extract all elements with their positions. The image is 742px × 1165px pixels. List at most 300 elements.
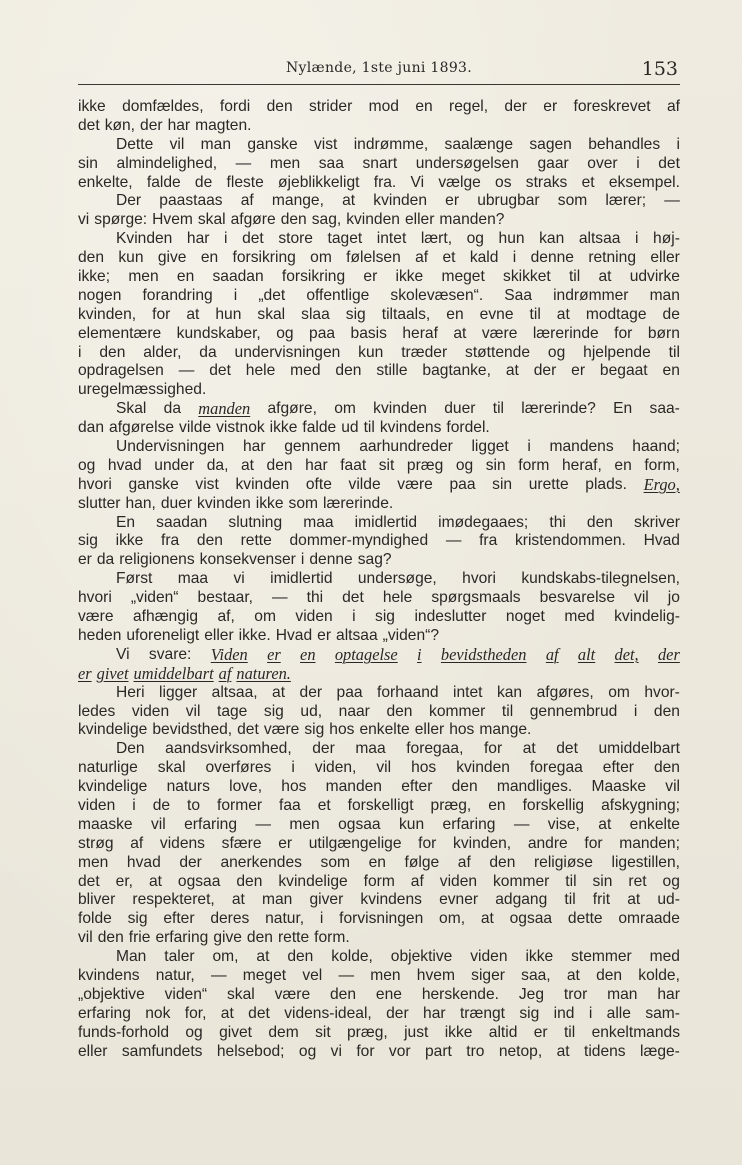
word: imidlertid: [354, 513, 418, 531]
word: skal: [197, 211, 226, 229]
word: den: [386, 702, 413, 720]
word: i: [319, 910, 324, 928]
word: frit: [592, 891, 611, 909]
word: form: [363, 872, 395, 890]
word: men: [289, 815, 320, 833]
word: i: [512, 249, 517, 267]
word: evner: [439, 891, 479, 909]
word: „objektive: [78, 985, 145, 1003]
text-line: [78, 344, 680, 363]
word: intet: [376, 230, 407, 248]
word: heraf: [402, 324, 438, 342]
word: natur,: [265, 910, 305, 928]
word: just: [404, 1023, 429, 1041]
word: sin: [485, 456, 506, 474]
word: men: [370, 966, 401, 984]
word: enkelte,: [78, 173, 133, 191]
word: kvinden: [235, 475, 290, 493]
word: fra: [479, 532, 498, 550]
word: har: [305, 456, 328, 474]
word: en: [176, 268, 195, 286]
word: at: [231, 891, 245, 909]
word: om,: [212, 948, 239, 966]
word: at: [148, 872, 162, 890]
word: for: [483, 740, 503, 758]
emphasized-word: umiddelbart: [133, 663, 214, 683]
word: vist: [195, 475, 219, 493]
word: forskellig: [522, 796, 585, 814]
word: sig: [263, 702, 284, 720]
word: enkelte: [629, 815, 680, 833]
word: sin: [492, 475, 513, 493]
word: altid: [488, 1023, 518, 1041]
word: er,: [115, 872, 133, 890]
word: hvad: [107, 456, 142, 474]
word: kundskaber,: [176, 324, 261, 342]
word: maaske: [78, 815, 133, 833]
word: enkeltmands: [591, 1023, 680, 1041]
word: det: [237, 721, 259, 739]
word: har: [186, 230, 210, 248]
word: naar: [338, 702, 370, 720]
word: en: [614, 456, 632, 474]
word: faa: [279, 796, 301, 814]
word: En: [613, 400, 633, 418]
word: vil: [376, 759, 392, 777]
word: af: [130, 834, 144, 852]
word: skikket: [503, 268, 551, 286]
word: ledes: [78, 702, 116, 720]
word: børn: [647, 324, 680, 342]
word: til: [363, 419, 375, 437]
word: alle: [606, 1004, 631, 1022]
word: den: [287, 948, 314, 966]
word: altsaa: [578, 230, 621, 248]
text-line: [78, 381, 680, 400]
word: vil: [169, 135, 185, 153]
word: der: [533, 362, 557, 380]
word: da: [163, 400, 181, 418]
word: et: [442, 249, 456, 267]
word: i: [676, 135, 680, 153]
word: spørgsmaals: [431, 589, 521, 607]
word: viden: [439, 872, 478, 890]
word: herskende.: [421, 985, 499, 1003]
word: besvarelse: [539, 589, 616, 607]
word: aarhundreder: [359, 438, 453, 456]
word: lærerinde?: [521, 400, 596, 418]
word: den: [335, 362, 362, 380]
word: Den: [116, 740, 145, 758]
word: være: [274, 985, 311, 1003]
word: viden: [470, 948, 508, 966]
word: respekteret,: [132, 891, 215, 909]
word: kvindelige: [78, 778, 148, 796]
word: vil: [78, 929, 93, 947]
word: give: [157, 249, 187, 267]
word: maa: [303, 513, 334, 531]
body-text: [78, 98, 680, 1061]
word: naturlige: [78, 759, 138, 777]
text-line: [78, 967, 680, 986]
word: den: [97, 929, 124, 947]
word: ogsaa: [509, 910, 553, 928]
word: part: [424, 1042, 452, 1060]
word: et: [581, 173, 595, 191]
word: indrømmer: [553, 286, 629, 304]
word: under: [154, 456, 195, 474]
word: hvori: [78, 589, 112, 607]
word: sig: [345, 305, 366, 323]
word: i: [233, 286, 238, 304]
word: der: [299, 683, 323, 701]
word: efter: [602, 759, 634, 777]
word: kan: [496, 683, 523, 701]
word: straks: [525, 173, 568, 191]
word: af: [666, 98, 680, 115]
word: hvori: [78, 475, 112, 493]
word: Skal: [116, 400, 147, 418]
word: konsekvenser: [199, 551, 296, 569]
word: af: [457, 853, 471, 871]
word: ikke: [115, 532, 144, 550]
word: foregaa,: [406, 740, 464, 758]
word: form,: [644, 456, 680, 474]
word: der: [504, 98, 527, 115]
word: manden: [325, 778, 382, 796]
word: i: [588, 1004, 593, 1022]
text-line: [78, 419, 680, 438]
word: rette: [277, 929, 310, 947]
word: den: [330, 985, 357, 1003]
word: gaar: [537, 154, 569, 172]
text-line: [78, 910, 680, 929]
word: om,: [439, 910, 466, 928]
word: man: [607, 985, 638, 1003]
word: hos: [329, 721, 355, 739]
emphasized-word: det,: [614, 644, 639, 664]
word: hos: [449, 721, 475, 739]
word: den: [236, 872, 263, 890]
word: om: [310, 249, 332, 267]
word: ikke: [269, 419, 298, 437]
word: man: [649, 286, 680, 304]
word: saadan: [156, 513, 208, 531]
word: skolevæsen“.: [390, 286, 484, 304]
text-line: [78, 1043, 680, 1062]
word: vi: [233, 570, 245, 588]
text-line: [78, 929, 680, 948]
word: mange,: [271, 192, 324, 210]
word: imidlertid: [270, 570, 333, 588]
word: at: [556, 305, 570, 323]
word: hele: [382, 589, 413, 607]
word: erfaring: [184, 815, 237, 833]
word: da: [96, 551, 115, 569]
word: det: [556, 740, 578, 758]
word: at: [505, 362, 519, 380]
word: modtage: [585, 305, 647, 323]
word: opdragelsen: [78, 362, 164, 380]
word: kan: [539, 230, 565, 248]
word: en: [488, 796, 506, 814]
word: duer: [444, 400, 476, 418]
emphasized-word: Viden: [210, 644, 248, 664]
word: der: [179, 853, 202, 871]
word: skal: [157, 759, 186, 777]
word: givet: [219, 1023, 253, 1041]
word: vise,: [547, 815, 580, 833]
word: siger: [471, 966, 505, 984]
word: en: [415, 98, 433, 115]
word: videns: [159, 834, 205, 852]
word: slaa: [301, 305, 330, 323]
word: magten.: [195, 116, 252, 134]
word: form: [518, 456, 550, 474]
word: den: [596, 966, 623, 984]
word: det: [342, 589, 364, 607]
word: kommer: [429, 702, 486, 720]
word: undersøge,: [357, 570, 437, 588]
word: med: [290, 362, 321, 380]
word: „det: [258, 286, 286, 304]
word: kvinden: [373, 400, 427, 418]
word: sig: [519, 1004, 540, 1022]
word: af: [240, 192, 254, 210]
word: tage: [216, 702, 248, 720]
word: eller: [204, 626, 234, 644]
word: at: [186, 305, 200, 323]
word: samfundets: [121, 1042, 203, 1060]
word: lærerinde.: [323, 494, 394, 512]
word: læge-: [640, 1042, 680, 1060]
word: vor: [388, 1042, 411, 1060]
word: gennem: [284, 438, 341, 456]
word: for: [418, 834, 437, 852]
word: eksempel.: [608, 173, 680, 191]
emphasized-word: er: [267, 644, 281, 664]
emphasized-word: Ergo,: [643, 474, 680, 494]
word: ogsaa: [338, 815, 381, 833]
word: ikke: [255, 494, 284, 512]
word: saa,: [521, 966, 551, 984]
word: mandliges.: [496, 778, 573, 796]
word: hos: [281, 778, 307, 796]
word: forhaand: [377, 683, 439, 701]
word: evne: [479, 305, 514, 323]
word: følelsen: [346, 249, 401, 267]
word: naturs: [166, 778, 210, 796]
word: stemmer: [571, 948, 632, 966]
word: taler: [164, 948, 195, 966]
word: kundskabs-tilegnelsen,: [521, 570, 680, 588]
word: objektive: [390, 948, 453, 966]
emphasized-word: en: [300, 644, 316, 664]
word: har: [167, 116, 191, 134]
word: sig: [78, 532, 98, 550]
word: uforeneligt: [126, 626, 200, 644]
word: rette: [240, 532, 272, 550]
word: en: [368, 853, 386, 871]
word: om: [608, 683, 630, 701]
word: at: [256, 948, 270, 966]
word: afskygning;: [601, 796, 680, 814]
word: afhængig: [132, 608, 199, 626]
text-line: [78, 778, 680, 797]
word: regel,: [449, 98, 489, 115]
word: og: [78, 456, 96, 474]
word: eller: [650, 249, 680, 267]
text-line: [78, 608, 680, 627]
word: da: [199, 343, 217, 361]
word: form.: [314, 929, 350, 947]
text-line: [78, 211, 680, 230]
word: sag,: [311, 211, 342, 229]
word: indeslutter: [414, 608, 487, 626]
word: som: [557, 192, 588, 210]
word: er: [533, 1023, 548, 1041]
word: fordel.: [446, 419, 490, 437]
word: følge: [404, 853, 440, 871]
word: er: [317, 626, 332, 644]
word: hvor-: [644, 683, 680, 701]
word: kvinden,: [453, 834, 512, 852]
word: jo: [667, 589, 680, 607]
word: efter: [401, 778, 433, 796]
word: kvindens: [360, 891, 422, 909]
word: „viden“?: [382, 626, 439, 644]
word: Saa: [504, 286, 532, 304]
word: tidens: [583, 1042, 626, 1060]
word: stille: [376, 362, 408, 380]
word: være: [263, 721, 300, 739]
text-line: [78, 986, 680, 1005]
word: omraade: [618, 910, 680, 928]
word: store: [278, 230, 313, 248]
word: domfældes,: [122, 98, 204, 115]
word: det: [209, 362, 231, 380]
text-line: [78, 797, 680, 816]
word: den: [266, 98, 293, 115]
word: til: [501, 702, 514, 720]
word: thi: [306, 589, 324, 607]
text-line: [78, 740, 680, 759]
word: træder: [401, 343, 448, 361]
word: denne: [530, 249, 574, 267]
word: basis: [350, 324, 387, 342]
word: give: [213, 929, 242, 947]
text-line: [78, 362, 680, 381]
word: hvem: [416, 966, 455, 984]
word: Hvem: [152, 211, 193, 229]
text-line: [78, 854, 680, 873]
word: sig: [304, 721, 325, 739]
word: enkelte: [359, 721, 410, 739]
word: forvisningen: [339, 910, 424, 928]
word: —: [255, 815, 271, 833]
word: Der: [116, 192, 142, 210]
word: manden;: [619, 834, 680, 852]
word: præg: [406, 456, 444, 474]
word: som: [288, 494, 318, 512]
word: mod: [368, 98, 399, 115]
page-number: 153: [641, 58, 678, 80]
word: Hvad: [275, 626, 313, 644]
word: hos: [411, 759, 437, 777]
word: der: [312, 740, 335, 758]
page-header: [78, 58, 680, 84]
word: som: [320, 853, 350, 871]
word: taget: [327, 230, 363, 248]
word: Hvad: [643, 532, 680, 550]
word: spørge:: [94, 211, 148, 229]
word: skriver: [634, 513, 680, 531]
word: øjeblikkeligt: [278, 173, 360, 191]
word: man: [200, 135, 232, 153]
word: ud-: [657, 891, 680, 909]
word: med: [649, 948, 680, 966]
word: vi: [330, 1042, 342, 1060]
word: foreskrevet: [573, 98, 651, 115]
word: sam-: [645, 1004, 680, 1022]
word: altsaa,: [211, 683, 258, 701]
word: men: [128, 268, 159, 286]
word: frie: [128, 929, 151, 947]
word: imødegaaes;: [438, 513, 529, 531]
word: saalænge: [444, 135, 514, 153]
word: til: [564, 891, 576, 909]
word: snart: [362, 154, 398, 172]
word: det: [248, 1004, 270, 1022]
word: „viden“: [130, 589, 179, 607]
word: om: [334, 400, 356, 418]
word: kvinden,: [78, 305, 137, 323]
text-line: [78, 665, 680, 684]
text-line: [78, 1024, 680, 1043]
word: falde: [302, 419, 337, 437]
word: der: [140, 116, 163, 134]
word: mange.: [479, 721, 532, 739]
text-line: [78, 873, 680, 892]
text-line: [78, 400, 680, 419]
word: kvinden: [456, 759, 510, 777]
text-line: [78, 891, 680, 910]
word: at: [522, 740, 536, 758]
word: den: [653, 702, 680, 720]
word: erfaring: [78, 1004, 131, 1022]
word: vel: [302, 966, 323, 984]
word: ganske: [128, 475, 179, 493]
word: noget: [505, 608, 545, 626]
word: former: [217, 796, 263, 814]
word: det: [242, 230, 264, 248]
word: Jeg: [518, 985, 544, 1003]
word: En: [116, 513, 136, 531]
word: ganske: [247, 135, 298, 153]
word: sfære: [221, 834, 262, 852]
word: ikke.: [238, 626, 271, 644]
word: at: [598, 815, 612, 833]
word: at: [566, 966, 580, 984]
text-line: [78, 155, 680, 174]
word: være: [481, 324, 518, 342]
word: urette: [528, 475, 569, 493]
word: vil: [185, 702, 201, 720]
word: fra: [161, 532, 180, 550]
word: de: [662, 305, 680, 323]
word: man: [262, 891, 293, 909]
word: den: [489, 853, 516, 871]
